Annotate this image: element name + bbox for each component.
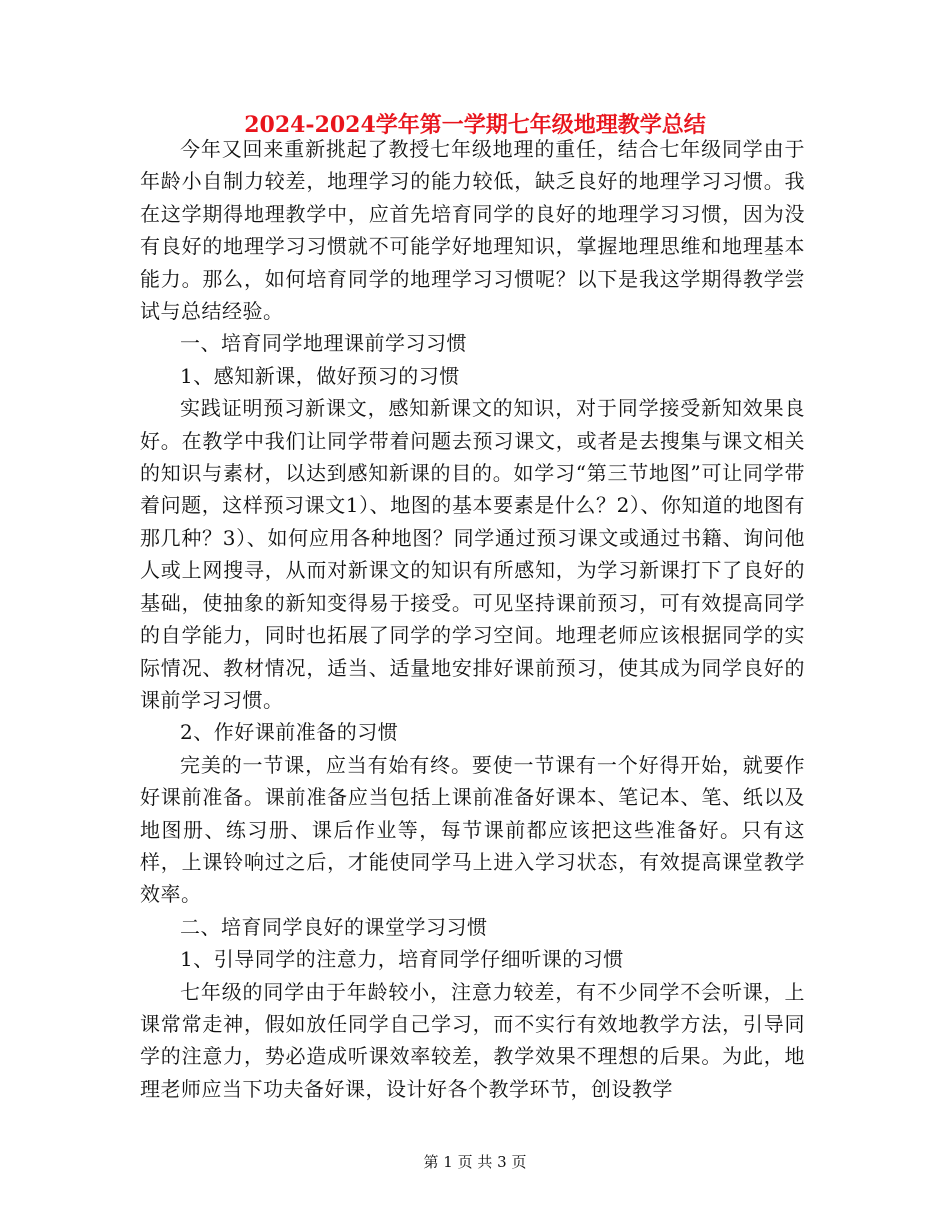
- paragraph-attention: 七年级的同学由于年龄较小，注意力较差，有不少同学不会听课，上课常常走神，假如放任同学自己学习，而不实行有效地教学方法，引导同学的注意力，势必造成听课效率较差，教学效果不理想的后果。为此，地理老师应当下功夫备好课，设计好各个教学环节，创设教学: [140, 979, 805, 1101]
- heading-subsection-2-1: 1、引导同学的注意力，培育同学仔细听课的习惯: [180, 947, 624, 972]
- paragraph-intro: 今年又回来重新挑起了教授七年级地理的重任，结合七年级同学由于年龄小自制力较差，地理学习的能力较低，缺乏良好的地理学习习惯。我在这学期得地理教学中，应首先培育同学的良好的地理学习习惯，因为没有良好的地理学习习惯就不可能学好地理知识，掌握地理思维和地理基本能力。那么，如何培育同学的地理学习习惯呢？以下是我这学期得教学尝试与总结经验。: [140, 137, 805, 324]
- heading-subsection-1-1: 1、感知新课，做好预习的习惯: [180, 363, 460, 388]
- heading-section-2: 二、培育同学良好的课堂学习习惯: [180, 914, 488, 939]
- document-title: 2024-2024学年第一学期七年级地理教学总结: [244, 112, 706, 138]
- heading-section-1: 一、培育同学地理课前学习习惯: [180, 331, 467, 356]
- paragraph-preparation: 完美的一节课，应当有始有终。要使一节课有一个好得开始，就要作好课前准备。课前准备应当包括上课前准备好课本、笔记本、笔、纸以及地图册、练习册、课后作业等，每节课前都应该把这些准备好。只有这样，上课铃响过之后，才能使同学马上进入学习状态，有效提高课堂教学效率。: [140, 752, 805, 907]
- heading-subsection-1-2: 2、作好课前准备的习惯: [180, 720, 399, 745]
- page-footer: 第 1 页 共 3 页: [423, 1153, 527, 1171]
- document-body: [140, 133, 805, 1105]
- paragraph-preview: 实践证明预习新课文，感知新课文的知识，对于同学接受新知效果良好。在教学中我们让同学带着问题去预习课文，或者是去搜集与课文相关的知识与素材，以达到感知新课的目的。如学习“第三节地图”可让同学带着问题，这样预习课文1）、地图的基本要素是什么？2）、你知道的地图有那几种？3）、如何应用各种地图？同学通过预习课文或通过书籍、询问他人或上网搜寻，从而对新课文的知识有所感知，为学习新课打下了良好的基础，使抽象的新知变得易于接受。可见坚持课前预习，可有效提高同学的自学能力，同时也拓展了同学的学习空间。地理老师应该根据同学的实际情况、教材情况，适当、适量地安排好课前预习，使其成为同学良好的课前学习习惯。: [140, 396, 805, 712]
